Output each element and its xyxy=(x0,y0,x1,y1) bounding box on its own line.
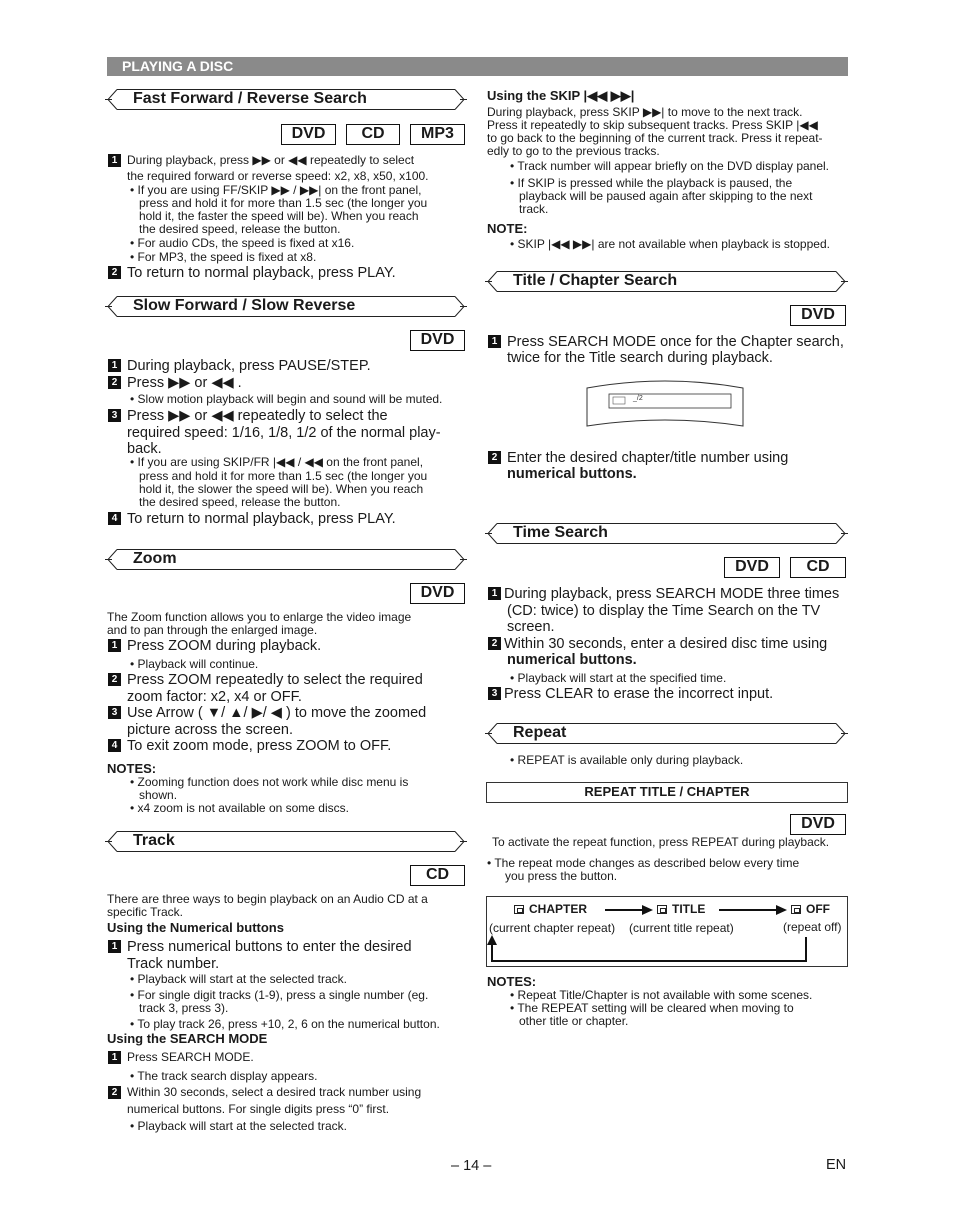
step-number-2: 2 xyxy=(108,266,121,279)
skip-text: edly to go to the previous tracks. xyxy=(487,144,660,158)
step-text: To return to normal playback, press PLAY. xyxy=(127,265,396,281)
header-bar xyxy=(107,57,848,76)
step-text: numerical buttons. For single digits press “0” first. xyxy=(127,1102,390,1116)
bullet: press and hold it for more than 1.5 sec (the longer you xyxy=(139,196,428,210)
cd-badge: CD xyxy=(346,124,400,145)
box-title: REPEAT TITLE / CHAPTER xyxy=(584,784,750,799)
bullet: the desired speed, release the button. xyxy=(139,222,341,236)
dvd-badge: DVD xyxy=(724,557,780,578)
step-number-4: 4 xyxy=(108,739,121,752)
dvd-badge: DVD xyxy=(790,814,846,835)
step-number-1: 1 xyxy=(108,359,121,372)
step-text: picture across the screen. xyxy=(127,722,294,738)
intro-text: and to pan through the enlarged image. xyxy=(107,623,318,637)
section-header-title-search xyxy=(485,271,848,292)
step-text: screen. xyxy=(507,619,555,635)
step-text: To exit zoom mode, press ZOOM to OFF. xyxy=(127,738,392,754)
bullet: press and hold it for more than 1.5 sec (the longer you xyxy=(139,469,428,483)
step-text: To return to normal playback, press PLAY. xyxy=(127,511,396,527)
step-text: zoom factor: x2, x4 or OFF. xyxy=(127,689,302,705)
step-text: Track number. xyxy=(127,956,220,972)
language-code: EN xyxy=(826,1157,847,1173)
bullet: • Playback will continue. xyxy=(130,657,259,671)
step-text: back. xyxy=(127,441,162,457)
bullet: • If you are using SKIP/FR |◀◀ / ◀◀ on the front panel, xyxy=(130,455,424,469)
step-text: During playback, press PAUSE/STEP. xyxy=(127,358,371,374)
bullet: • The repeat mode changes as described below every time xyxy=(487,856,800,870)
step-number-2: 2 xyxy=(108,673,121,686)
bullet: hold it, the slower the speed will be). When you reach xyxy=(139,482,424,496)
bullet: • For audio CDs, the speed is fixed at x16. xyxy=(130,236,355,250)
notes-heading: NOTES: xyxy=(107,761,157,776)
bullet: you press the button. xyxy=(505,869,618,883)
section-title: Repeat xyxy=(513,724,567,741)
skip-text: to go back to the beginning of the current track. Press it repeat- xyxy=(487,131,823,145)
step-number-2: 2 xyxy=(108,1086,121,1099)
off-caption: (repeat off) xyxy=(783,920,842,934)
step-text: Enter the desired chapter/title number using xyxy=(507,450,789,466)
step-text: (CD: twice) to display the Time Search on the TV xyxy=(507,603,821,619)
step-text: twice for the Title search during playback. xyxy=(507,350,773,366)
page-number: – 14 – xyxy=(451,1158,492,1174)
mp3-badge: MP3 xyxy=(410,124,465,145)
step-text: Within 30 seconds, select a desired track number using xyxy=(127,1085,422,1099)
section-header-ff xyxy=(105,89,467,110)
bullet: • For MP3, the speed is fixed at x8. xyxy=(130,250,317,264)
intro-text: specific Track. xyxy=(107,905,184,919)
step-text: numerical buttons. xyxy=(507,466,637,482)
title-label: TITLE xyxy=(657,903,705,917)
section-header-track xyxy=(105,831,467,852)
bullet: • If SKIP is pressed while the playback is paused, the xyxy=(510,176,793,190)
bullet: • The REPEAT setting will be cleared when moving to xyxy=(510,1001,794,1015)
step-text: Press SEARCH MODE once for the Chapter search, xyxy=(507,334,844,350)
bullet: • If you are using FF/SKIP ▶▶ / ▶▶| on the front panel, xyxy=(130,183,422,197)
bullet: shown. xyxy=(139,788,178,802)
dvd-badge: DVD xyxy=(790,305,846,326)
repeat-title-chapter-box xyxy=(486,782,848,803)
dvd-badge: DVD xyxy=(281,124,336,145)
step-text: Within 30 seconds, enter a desired disc time using xyxy=(504,636,828,652)
intro-text: There are three ways to begin playback on an Audio CD at a xyxy=(107,892,428,906)
step-number-2: 2 xyxy=(488,637,501,650)
subheading: Using the Numerical buttons xyxy=(107,920,284,935)
chapter-label: CHAPTER xyxy=(514,903,587,917)
flow-arrows-icon xyxy=(487,897,849,968)
notes-heading: NOTES: xyxy=(487,974,537,989)
step-text: Press CLEAR to erase the incorrect input. xyxy=(504,686,774,702)
step-number-1: 1 xyxy=(488,587,501,600)
section-header-slow xyxy=(105,296,467,317)
section-header-time-search xyxy=(485,523,848,544)
section-header-zoom xyxy=(105,549,467,570)
chapter-caption: (current chapter repeat) xyxy=(489,921,616,935)
header-title: PLAYING A DISC xyxy=(122,58,234,74)
step-text: the required forward or reverse speed: x2, x8, x50, x100. xyxy=(127,169,429,183)
bullet: • Repeat Title/Chapter is not available with some scenes. xyxy=(510,988,813,1002)
bullet: • Playback will start at the specified time. xyxy=(510,671,727,685)
bullet: • Zooming function does not work while disc menu is xyxy=(130,775,409,789)
bullet: • Playback will start at the selected track. xyxy=(130,1119,347,1133)
skip-heading: Using the SKIP |◀◀ ▶▶| xyxy=(487,88,635,103)
bullet: • x4 zoom is not available on some discs. xyxy=(130,801,349,815)
step-number-1: 1 xyxy=(108,154,121,167)
title-caption: (current title repeat) xyxy=(629,921,734,935)
dvd-badge: DVD xyxy=(410,583,465,604)
bullet: playback will be paused again after skipping to the next xyxy=(519,189,813,203)
subheading: Using the SEARCH MODE xyxy=(107,1031,268,1046)
step-number-2: 2 xyxy=(488,451,501,464)
section-title: Title / Chapter Search xyxy=(513,272,678,289)
intro-text: The Zoom function allows you to enlarge the video image xyxy=(107,610,412,624)
step-number-4: 4 xyxy=(108,512,121,525)
bullet: • For single digit tracks (1-9), press a single number (eg. xyxy=(130,988,429,1002)
bullet: • REPEAT is available only during playback. xyxy=(510,753,744,767)
cd-badge: CD xyxy=(410,865,465,886)
dvd-badge: DVD xyxy=(410,330,465,351)
bullet: • To play track 26, press +10, 2, 6 on the numerical button. xyxy=(130,1017,440,1031)
intro-text: To activate the repeat function, press REPEAT during playback. xyxy=(492,835,830,849)
bullet: • Playback will start at the selected track. xyxy=(130,972,347,986)
step-text: Press numerical buttons to enter the desired xyxy=(127,939,412,955)
section-title: Track xyxy=(133,832,175,849)
step-text: required speed: 1/16, 1/8, 1/2 of the normal play- xyxy=(127,425,441,441)
cd-badge: CD xyxy=(790,557,846,578)
section-header-repeat xyxy=(485,723,848,744)
step-number-3: 3 xyxy=(488,687,501,700)
bullet: track. xyxy=(519,202,549,216)
step-text: Press ▶▶ or ◀◀ . xyxy=(127,375,242,391)
step-text: Press SEARCH MODE. xyxy=(127,1050,254,1064)
bullet: the desired speed, release the button. xyxy=(139,495,341,509)
section-title: Fast Forward / Reverse Search xyxy=(133,90,367,107)
step-number-2: 2 xyxy=(108,376,121,389)
step-text: During playback, press ▶▶ or ◀◀ repeatedly to select xyxy=(127,153,415,167)
step-text: During playback, press SEARCH MODE three times xyxy=(504,586,840,602)
off-label: OFF xyxy=(791,903,830,917)
bullet: • SKIP |◀◀ ▶▶| are not available when playback is stopped. xyxy=(510,237,830,251)
section-title: Zoom xyxy=(133,550,177,567)
step-text: Use Arrow ( ▼/ ▲/ ▶/ ◀ ) to move the zoomed xyxy=(127,705,427,721)
section-title: Time Search xyxy=(513,524,608,541)
tv-screen-icon xyxy=(585,378,745,430)
step-number-1: 1 xyxy=(488,335,501,348)
skip-text: Press it repeatedly to skip subsequent tracks. Press SKIP |◀◀ xyxy=(487,118,818,132)
repeat-flow-diagram xyxy=(486,896,848,967)
step-number-1: 1 xyxy=(108,639,121,652)
step-text: Press ZOOM repeatedly to select the required xyxy=(127,672,423,688)
bullet: hold it, the faster the speed will be). When you reach xyxy=(139,209,419,223)
bullet: • Slow motion playback will begin and sound will be muted. xyxy=(130,392,443,406)
step-number-3: 3 xyxy=(108,706,121,719)
bullet: other title or chapter. xyxy=(519,1014,629,1028)
step-text: Press ZOOM during playback. xyxy=(127,638,322,654)
step-text: Press ▶▶ or ◀◀ repeatedly to select the xyxy=(127,408,388,424)
step-number-1: 1 xyxy=(108,1051,121,1064)
bullet: • Track number will appear briefly on the DVD display panel. xyxy=(510,159,830,173)
bullet: track 3, press 3). xyxy=(139,1001,229,1015)
search-display-text: _/2 xyxy=(633,395,643,402)
step-number-1: 1 xyxy=(108,940,121,953)
note-heading: NOTE: xyxy=(487,221,528,236)
step-number-3: 3 xyxy=(108,409,121,422)
step-text: numerical buttons. xyxy=(507,652,637,668)
bullet: • The track search display appears. xyxy=(130,1069,318,1083)
skip-text: During playback, press SKIP ▶▶| to move to the next track. xyxy=(487,105,803,119)
section-title: Slow Forward / Slow Reverse xyxy=(133,297,356,314)
